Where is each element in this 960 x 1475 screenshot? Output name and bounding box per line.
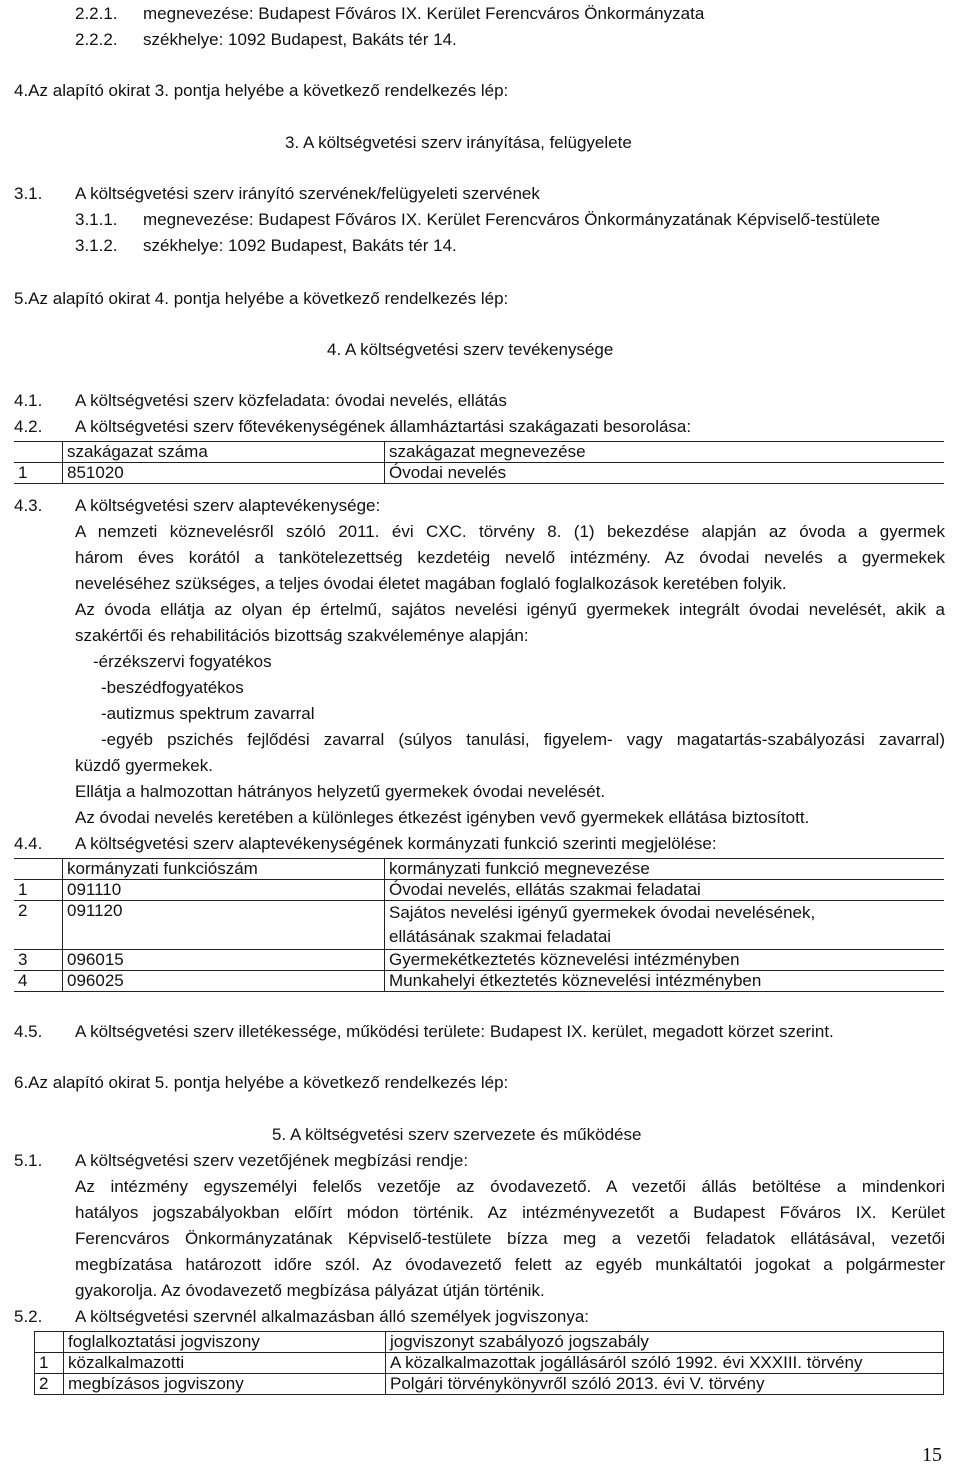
table-row — [35, 1353, 944, 1374]
cell-line: ellátásának szakmai feladatai — [389, 927, 612, 946]
item-number: 2.2.2. — [75, 30, 118, 49]
table-cell: 1 — [35, 1353, 64, 1374]
table-cell: 091110 — [63, 880, 385, 901]
item-number: 4.3. — [14, 496, 43, 515]
item-number: 5.1. — [14, 1151, 43, 1170]
item-number: 4.1. — [14, 391, 43, 410]
amendment-intro: 4.Az alapító okirat 3. pontja helyébe a következő rendelkezés lép: — [14, 81, 509, 100]
list-item: -egyéb pszichés fejlődési zavarral (súlyos tanulási, figyelem- vagy magatartás-szabályozási zavarral) — [101, 730, 945, 749]
amendment-intro: 6.Az alapító okirat 5. pontja helyébe a következő rendelkezés lép: — [14, 1073, 509, 1092]
item-number: 3.1.1. — [75, 210, 118, 229]
table-header-cell: jogviszonyt szabályozó jogszabály — [386, 1332, 944, 1353]
table-row — [14, 463, 944, 484]
table-row — [14, 971, 944, 992]
item-number: 4.5. — [14, 1022, 43, 1041]
table-cell: Gyermekétkeztetés köznevelési intézményben — [385, 950, 945, 971]
list-item: -autizmus spektrum zavarral — [101, 704, 315, 723]
section-heading: 5. A költségvetési szerv szervezete és működése — [272, 1125, 642, 1144]
list-item: -beszédfogyatékos — [101, 678, 244, 697]
item-text: A költségvetési szerv alaptevékenysége: — [75, 496, 381, 515]
table-cell: 851020 — [63, 463, 385, 484]
paragraph-line: három éves korától a tankötelezettség kezdetéig nevelő intézmény. Az óvodai nevelés a gyermekek — [75, 548, 945, 567]
table-cell — [14, 442, 63, 463]
table-cell: Óvodai nevelés — [385, 463, 945, 484]
government-function-table — [14, 858, 944, 992]
list-item: -érzékszervi fogyatékos — [93, 652, 272, 671]
amendment-intro: 5.Az alapító okirat 4. pontja helyébe a következő rendelkezés lép: — [14, 289, 509, 308]
table-header-cell: kormányzati funkciószám — [63, 859, 385, 880]
cell-line: Sajátos nevelési igényű gyermekek óvodai nevelésének, — [389, 903, 816, 922]
paragraph-line: Az intézmény egyszemélyi felelős vezetője az óvodavezető. A vezetői állás betöltése a mindenkori — [75, 1177, 945, 1196]
item-text: megnevezése: Budapest Főváros IX. Kerület Ferencváros Önkormányzatának Képviselő-testülete — [143, 210, 881, 229]
item-number: 4.2. — [14, 417, 43, 436]
item-text: A költségvetési szerv irányító szervének/felügyeleti szervének — [75, 184, 540, 203]
item-text: A költségvetési szervnél alkalmazásban álló személyek jogviszonya: — [75, 1307, 590, 1326]
table-cell — [385, 901, 945, 950]
table-cell: 2 — [35, 1374, 64, 1395]
table-cell: 096025 — [63, 971, 385, 992]
list-item: küzdő gyermekek. — [75, 756, 213, 775]
table-header-cell: kormányzati funkció megnevezése — [385, 859, 945, 880]
sector-classification-table — [14, 441, 944, 484]
paragraph-line: hatályos jogszabályokban előírt módon történik. Az intézményvezetőt a Budapest Főváros IX. Kerület — [75, 1203, 945, 1222]
table-cell: megbízásos jogviszony — [64, 1374, 386, 1395]
table-cell: 096015 — [63, 950, 385, 971]
table-row — [14, 880, 944, 901]
item-number: 5.2. — [14, 1307, 43, 1326]
table-header-row — [14, 859, 944, 880]
table-cell: 1 — [14, 463, 63, 484]
item-number: 3.1. — [14, 184, 43, 203]
section-heading: 3. A költségvetési szerv irányítása, felügyelete — [285, 133, 632, 152]
table-header-row — [14, 442, 944, 463]
paragraph-line: megbízatása határozott időre szól. Az óvodavezető felett az egyéb munkáltatói jogokat a polgármester — [75, 1255, 945, 1274]
table-cell: A közalkalmazottak jogállásáról szóló 1992. évi XXXIII. törvény — [386, 1353, 944, 1374]
table-cell: 3 — [14, 950, 63, 971]
paragraph-line: neveléséhez szükséges, a teljes óvodai életet magában foglaló foglalkozások keretében folyik. — [75, 574, 787, 593]
page-number: 15 — [922, 1444, 942, 1466]
paragraph-line: Az óvodai nevelés keretében a különleges étkezést igényben vevő gyermekek ellátása biztosított. — [75, 808, 810, 827]
paragraph-line: Ferencváros Önkormányzatának Képviselő-testülete bízza meg a vezetői feladatok ellátásával, vezetői — [75, 1229, 945, 1248]
table-cell: 4 — [14, 971, 63, 992]
item-text: székhelye: 1092 Budapest, Bakáts tér 14. — [143, 236, 457, 255]
table-cell: 2 — [14, 901, 63, 950]
table-cell: Munkahelyi étkeztetés köznevelési intézményben — [385, 971, 945, 992]
table-cell: közalkalmazotti — [64, 1353, 386, 1374]
paragraph-line: Az óvoda ellátja az olyan ép értelmű, sajátos nevelési igényű gyermekek integrált óvodai nevelését, akik a — [75, 600, 945, 619]
item-text: A költségvetési szerv illetékessége, működési területe: Budapest IX. kerület, megadott körzet szerint. — [75, 1022, 834, 1041]
table-cell: 1 — [14, 880, 63, 901]
item-number: 3.1.2. — [75, 236, 118, 255]
table-header-cell: foglalkoztatási jogviszony — [64, 1332, 386, 1353]
paragraph-line: gyakorolja. Az óvodavezető megbízása pályázat útján történik. — [75, 1281, 545, 1300]
section-heading: 4. A költségvetési szerv tevékenysége — [327, 340, 614, 359]
paragraph-line: A nemzeti köznevelésről szóló 2011. évi CXC. törvény 8. (1) bekezdése alapján az óvoda a gyermek — [75, 522, 945, 541]
table-cell — [35, 1332, 64, 1353]
item-text: megnevezése: Budapest Főváros IX. Kerület Ferencváros Önkormányzata — [143, 4, 705, 23]
item-number: 4.4. — [14, 834, 43, 853]
table-row — [14, 950, 944, 971]
table-header-cell: szakágazat száma — [63, 442, 385, 463]
table-cell: 091120 — [63, 901, 385, 950]
table-cell: Polgári törvénykönyvről szóló 2013. évi V. törvény — [386, 1374, 944, 1395]
item-number: 2.2.1. — [75, 4, 118, 23]
employment-relationship-table — [34, 1331, 944, 1395]
item-text: A költségvetési szerv alaptevékenységének kormányzati funkció szerinti megjelölése: — [75, 834, 717, 853]
table-cell: Óvodai nevelés, ellátás szakmai feladatai — [385, 880, 945, 901]
table-header-cell: szakágazat megnevezése — [385, 442, 945, 463]
item-text: székhelye: 1092 Budapest, Bakáts tér 14. — [143, 30, 457, 49]
item-text: A költségvetési szerv közfeladata: óvodai nevelés, ellátás — [75, 391, 507, 410]
item-text: A költségvetési szerv főtevékenységének államháztartási szakágazati besorolása: — [75, 417, 692, 436]
paragraph-line: Ellátja a halmozottan hátrányos helyzetű gyermekek óvodai nevelését. — [75, 782, 606, 801]
table-row — [35, 1374, 944, 1395]
table-cell — [14, 859, 63, 880]
paragraph-line: szakértői és rehabilitációs bizottság szakvéleménye alapján: — [75, 626, 529, 645]
item-text: A költségvetési szerv vezetőjének megbízási rendje: — [75, 1151, 469, 1170]
table-header-row — [35, 1332, 944, 1353]
table-row — [14, 901, 944, 950]
